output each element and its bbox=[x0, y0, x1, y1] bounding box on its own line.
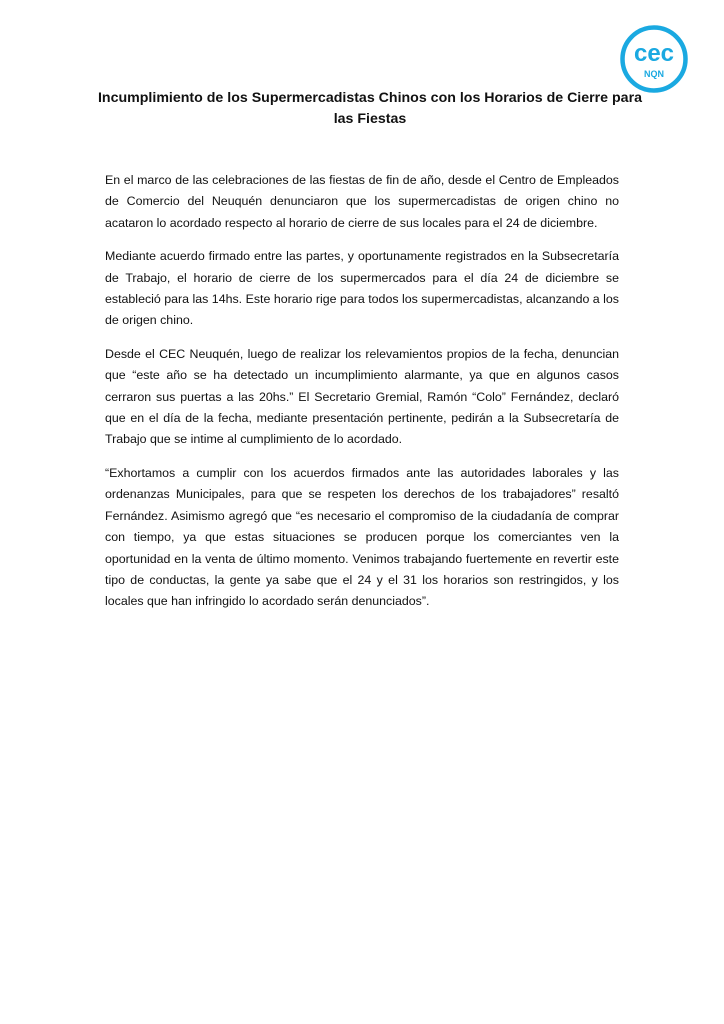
cec-nqn-logo bbox=[619, 24, 689, 94]
paragraph-3: Desde el CEC Neuquén, luego de realizar los relevamientos propios de la fecha, denuncian que “este año se ha detectado un incumplimiento alarmante, ya que en algunos casos cerraron sus puertas a las 20hs.” El Secretario Gremial, Ramón “Colo” Fernández, declaró que en el día de la fecha, mediante presentación pertinente, pedirán a la Subsecretaría de Trabajo que se intime al cumplimiento de lo acordado. bbox=[105, 346, 619, 447]
logo-subtext: NQN bbox=[644, 69, 664, 79]
paragraph-1: En el marco de las celebraciones de las fiestas de fin de año, desde el Centro de Empleados de Comercio del Neuquén denunciaron que los supermercadistas de origen chino no acataron lo acordado respecto al horario de cierre de sus locales para el 24 de diciembre. bbox=[105, 173, 619, 230]
paragraph-2: Mediante acuerdo firmado entre las partes, y oportunamente registrados en la Subsecretaría de Trabajo, el horario de cierre de los supermercados para el día 24 de diciembre se estableció para las 14hs. Este horario rige para todos los supermercadistas, alcanzando a los de origen chino. bbox=[105, 249, 619, 328]
logo-text: cec bbox=[633, 40, 675, 67]
document-title: Incumplimiento de los Supermercadistas Chinos con los Horarios de Cierre para las Fiestas bbox=[97, 90, 642, 127]
document-body bbox=[105, 170, 619, 625]
cec-logo-icon bbox=[619, 24, 689, 94]
paragraph-4: “Exhortamos a cumplir con los acuerdos firmados ante las autoridades laborales y las ordenanzas Municipales, para que se respeten los derechos de los trabajadores” resaltó Fernández. Asimismo agregó que “es necesario el compromiso de la ciudadanía de comprar con tiempo, ya que estas situaciones se producen porque los comerciantes ven la oportunidad en la venta de último momento. Venimos trabajando fuertemente en revertir este tipo de conductas, la gente ya sabe que el 24 y el 31 los horarios son restringidos, y los locales que han infringido lo acordado serán denunciados”. bbox=[105, 465, 619, 609]
